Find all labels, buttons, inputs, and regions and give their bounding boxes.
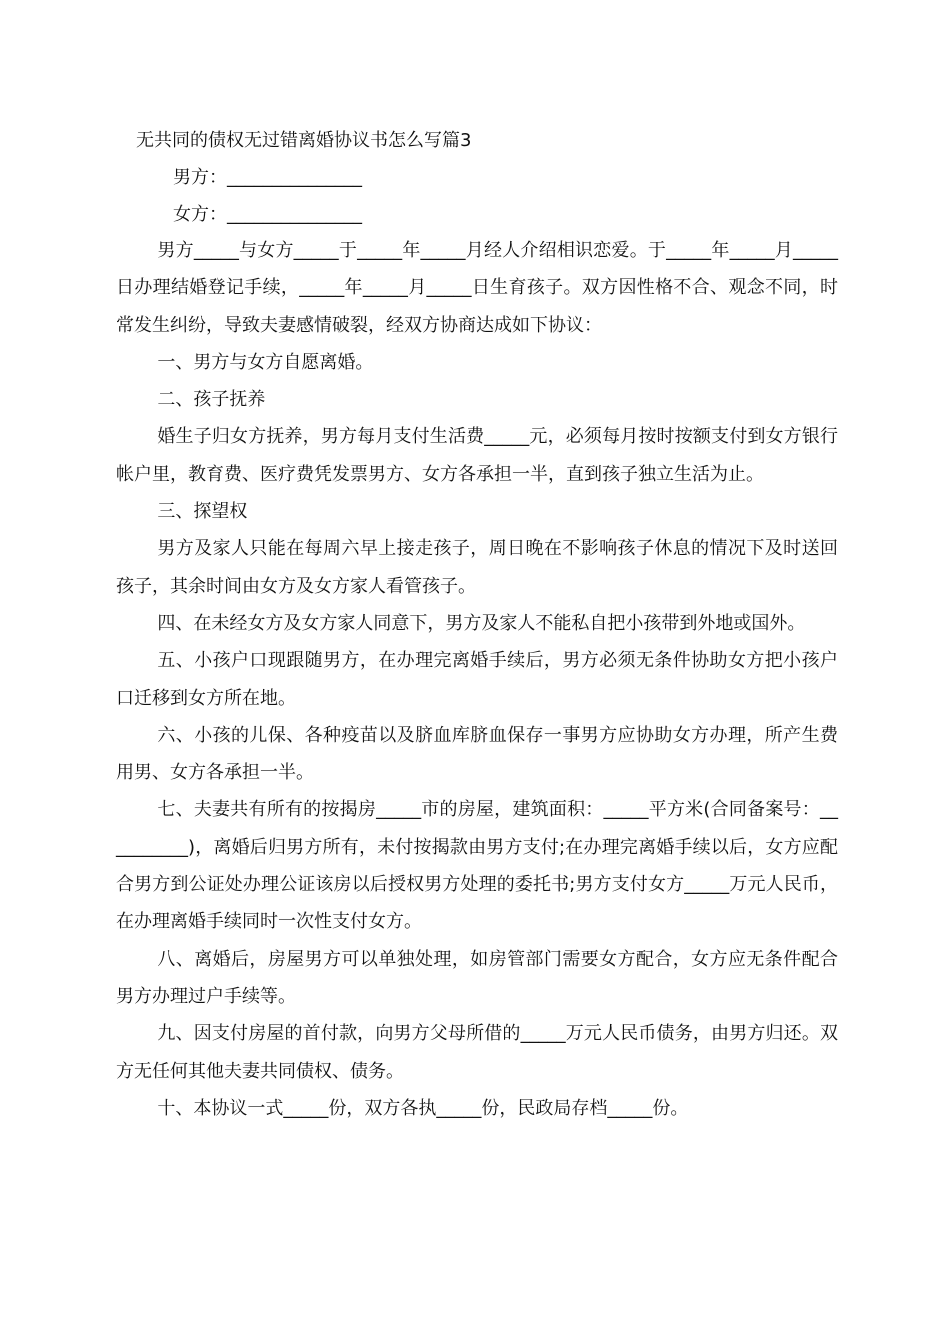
document-title: 无共同的债权无过错离婚协议书怎么写篇3 — [136, 130, 472, 151]
clause-2-text: 婚生子归女方抚养，男方每月支付生活费_____元，必须每月按时按额支付到女方银行帐户里，教育费、医疗费凭发票男方、女方各承担一半，直到孩子独立生活为止。 — [116, 426, 838, 485]
agreement-body — [116, 232, 838, 1127]
clause-5: 五、小孩户口现跟随男方，在办理完离婚手续后，男方必须无条件协助女方把小孩户口迁移到女方所在地。 — [116, 650, 838, 709]
intro-paragraph: 男方_____与女方_____于_____年_____月经人介绍相识恋爱。于_____年_____月_____日办理结婚登记手续，_____年_____月_____日生育孩子。双方因性格不合、观念不同，时常发生纠纷，导致夫妻感情破裂，经双方协商达成如下协议： — [116, 240, 838, 336]
clause-6: 六、小孩的儿保、各种疫苗以及脐血库脐血保存一事男方应协助女方办理，所产生费用男、女方各承担一半。 — [116, 724, 838, 784]
clause-10: 十、本协议一式_____份，双方各执_____份，民政局存档_____份。 — [157, 1097, 689, 1119]
wife-field: 女方：_______________ — [173, 204, 362, 225]
clause-4: 四、在未经女方及女方家人同意下，男方及家人不能私自把小孩带到外地或国外。 — [157, 612, 806, 634]
clause-1: 一、男方与女方自愿离婚。 — [157, 351, 374, 373]
husband-field: 男方：_______________ — [173, 167, 362, 188]
clause-7: 七、夫妻共有所有的按揭房_____市的房屋，建筑面积：_____平方米(合同备案号：__________)，离婚后归男方所有，未付按揭款由男方支付;在办理完离婚手续以后，女方应配合男方到公证处办理公证该房以后授权男方处理的委托书;男方支付女方_____万元人民币，在办理离婚手续同时一次性支付女方。 — [116, 799, 838, 933]
clause-8: 八、离婚后，房屋男方可以单独处理，如房管部门需要女方配合，女方应无条件配合男方办理过户手续等。 — [116, 948, 838, 1007]
clause-3-heading: 三、探望权 — [157, 501, 248, 523]
clause-3-text: 男方及家人只能在每周六早上接走孩子，周日晚在不影响孩子休息的情况下及时送回孩子，其余时间由女方及女方家人看管孩子。 — [116, 538, 838, 597]
clause-9: 九、因支付房屋的首付款，向男方父母所借的_____万元人民币债务，由男方归还。双方无任何其他夫妻共同债权、债务。 — [116, 1023, 838, 1082]
clause-2-heading: 二、孩子抚养 — [157, 389, 266, 411]
